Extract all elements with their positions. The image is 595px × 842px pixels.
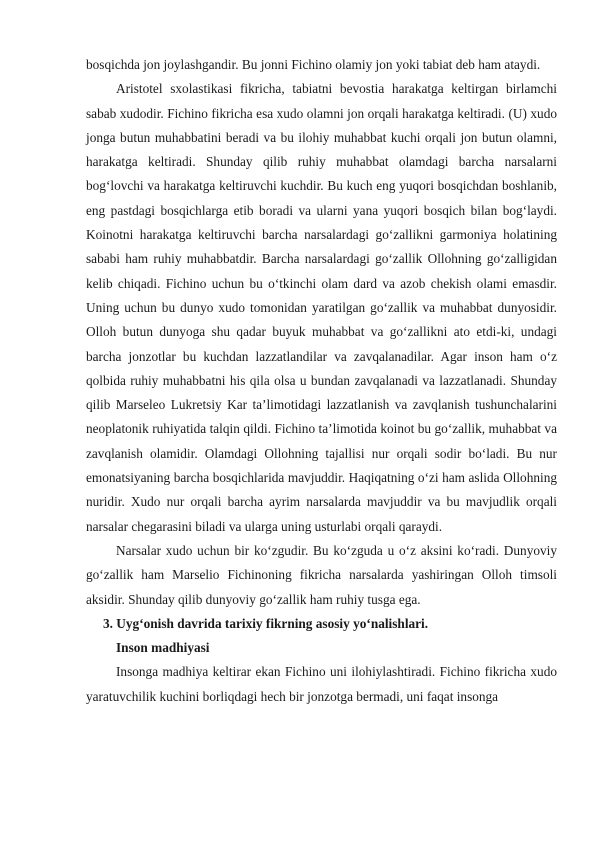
document-page xyxy=(86,53,557,709)
paragraph-narsalar: Narsalar xudo uchun bir ko‘zgudir. Bu ko‘zguda u o‘z aksini ko‘radi. Dunyoviy go‘zallik ham Marselio Fichinoning fikricha narsalarda yashiringan Olloh timsoli aksidir. Shunday qilib dunyoviy go‘zallik ham ruhiy tusga ega. xyxy=(86,542,557,607)
section-heading: 3. Uyg‘onish davrida tarixiy fikrning asosiy yo‘nalishlari. xyxy=(103,615,429,631)
paragraph-aristotel: Aristotel sxolastikasi fikricha, tabiatni bevostia harakatga keltirgan birlamchi sabab xudodir. Fichino fikricha esa xudo olamni jon orqali harakatga keltiradi. (U) xudo jonga butun muhabbatini beradi va bu ilohiy muhabbat kuchi orqali jon butun olamni, harakatga keltiradi. Shunday qilib ruhiy muhabbat olamdagi barcha narsalarni bog‘lovchi va harakatga keltiruvchi kuchdir. Bu kuch eng yuqori bosqichdan boshlanib, eng pastdagi bosqichlarga etib boradi va ularni yana yuqori bosqich bilan bog‘laydi. Koinotni harakatga keltiruvchi barcha narsalardagi go‘zallikni garmoniya holatining sababi ham ruhiy muhabbatdir. Barcha narsalardagi go‘zallik Ollohning go‘zalligidan kelib chiqadi. Fichino uchun bu o‘tkinchi olam dard va azob chekish olami emasdir. Uning uchun bu dunyo xudo tomonidan yaratilgan go‘zallik va muhabbat dunyosidir. Olloh butun dunyoga shu qadar buyuk muhabbat va go‘zallikni ato etdi-ki, undagi barcha jonzotlar bu kuchdan lazzatlandilar va zavqalanadilar. Agar inson ham o‘z qolbida ruhiy muhabbatni his qila olsa u bundan zavqalanadi va lazzatlanadi. Shunday qilib Marseleo Lukretsiy Kar ta’limotidagi lazzatlanish va zavqlanish tushunchalarini neoplatonik ruhiyatida talqin qildi. Fichino ta’limotida koinot bu go‘zallik, muhabbat va zavqlanish olamidir. Olamdagi Ollohning tajallisi nur orqali sodir bo‘ladi. Bu nur emonatsiyaning barcha bosqichlarida mavjuddir. Haqiqatning o‘zi ham aslida Ollohning nuridir. Xudo nur orqali barcha ayrim narsalarda mavjuddir va bu mavjudlik orqali narsalar chegarasini biladi va ularga uning usturlabi orqali qaraydi. xyxy=(86,81,557,534)
subsection-heading: Inson madhiyasi xyxy=(116,640,210,656)
paragraph-inson: Insonga madhiya keltirar ekan Fichino uni ilohiylashtiradi. Fichino fikricha xudo yaratuvchilik kuchini borliqdagi hech bir jonzotga bermadi, uni faqat insonga xyxy=(86,664,557,704)
paragraph-continuation: bosqichda jon joylashgandir. Bu jonni Fichino olamiy jon yoki tabiat deb ham ataydi. xyxy=(86,57,541,72)
